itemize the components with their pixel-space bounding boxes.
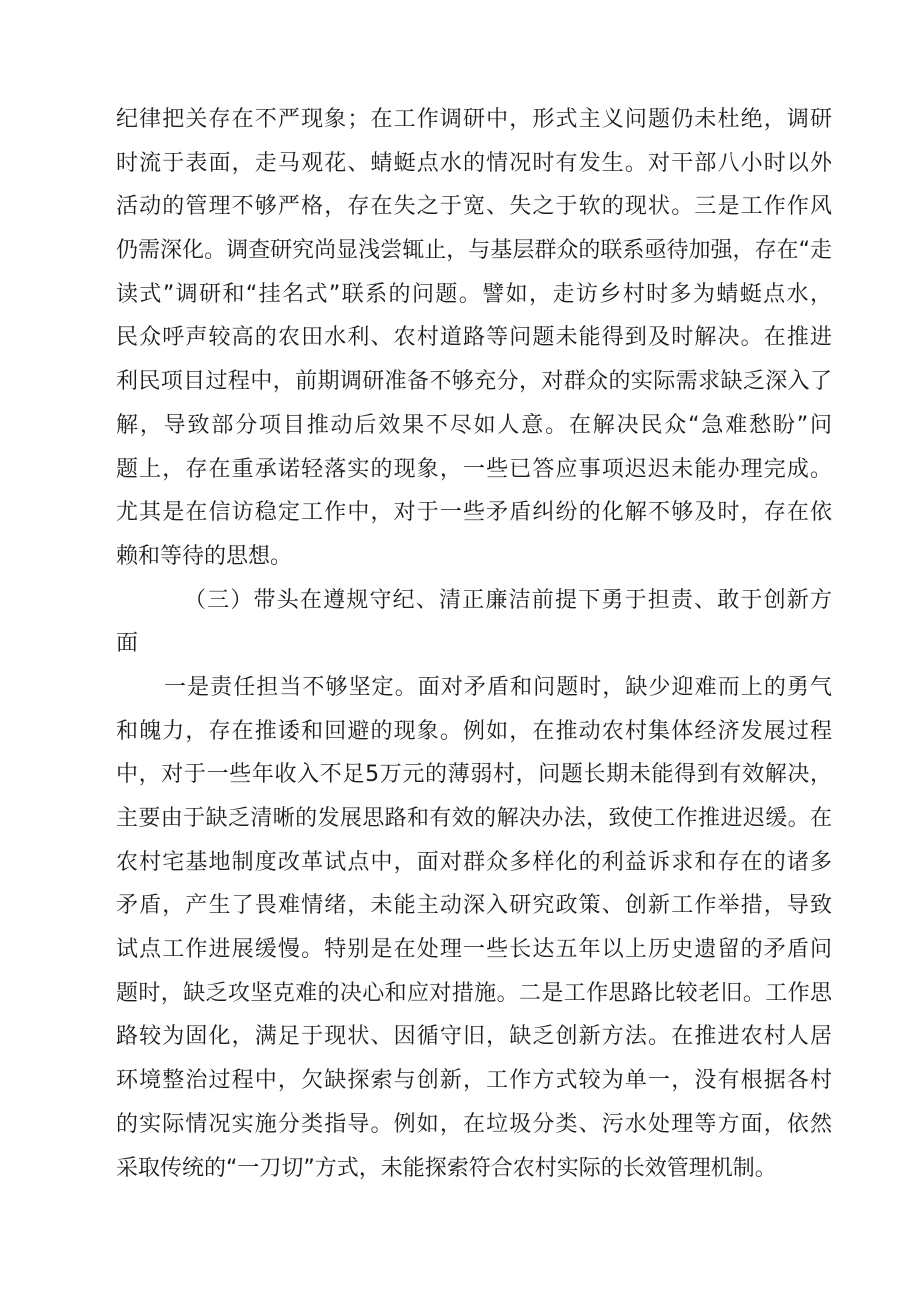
text-line: 利民项目过程中，前期调研准备不够充分，对群众的实际需求缺乏深入了 <box>116 369 832 395</box>
text-line: 一是责任担当不够坚定。面对矛盾和问题时，缺少迎难而上的勇气 <box>164 674 832 700</box>
heading-line: 面 <box>116 631 139 657</box>
document-body <box>116 98 832 1190</box>
text-line: 农村宅基地制度改革试点中，面对群众多样化的利益诉求和存在的诸多 <box>116 849 832 875</box>
section-heading-3 <box>116 579 832 666</box>
text-line: 仍需深化。调查研究尚显浅尝辄止，与基层群众的联系亟待加强，存在“走 <box>116 238 832 264</box>
paragraph-work-style <box>116 98 832 579</box>
text-line: 民众呼声较高的农田水利、农村道路等问题未能得到及时解决。在推进 <box>116 325 832 351</box>
text-line: 试点工作进展缓慢。特别是在处理一些长达五年以上历史遗留的矛盾问 <box>116 937 832 963</box>
paragraph-responsibility <box>116 666 832 1190</box>
text-line: 中，对于一些年收入不足5万元的薄弱村，问题长期未能得到有效解决， <box>116 762 832 788</box>
text-line: 和魄力，存在推诿和回避的现象。例如，在推动农村集体经济发展过程 <box>116 718 832 744</box>
text-line: 纪律把关存在不严现象；在工作调研中，形式主义问题仍未杜绝，调研 <box>116 107 832 132</box>
text-line: 尤其是在信访稳定工作中，对于一些矛盾纠纷的化解不够及时，存在依 <box>116 500 832 526</box>
text-line: 采取传统的“一刀切”方式，未能探索符合农村实际的长效管理机制。 <box>116 1155 777 1181</box>
text-line: 题上，存在重承诺轻落实的现象，一些已答应事项迟迟未能办理完成。 <box>116 456 832 482</box>
text-line: 读式”调研和“挂名式”联系的问题。譬如，走访乡村时多为蜻蜓点水， <box>116 281 832 307</box>
heading-line: （三）带头在遵规守纪、清正廉洁前提下勇于担责、敢于创新方 <box>184 587 832 613</box>
text-line: 路较为固化，满足于现状、因循守旧，缺乏创新方法。在推进农村人居 <box>116 1024 832 1050</box>
text-line: 解，导致部分项目推动后效果不尽如人意。在解决民众“急难愁盼”问 <box>116 412 832 438</box>
text-line: 的实际情况实施分类指导。例如，在垃圾分类、污水处理等方面，依然 <box>116 1111 832 1137</box>
text-line: 环境整治过程中，欠缺探索与创新，工作方式较为单一，没有根据各村 <box>116 1068 832 1094</box>
text-line: 时流于表面，走马观花、蜻蜓点水的情况时有发生。对干部八小时以外 <box>116 150 832 176</box>
text-line: 题时，缺乏攻坚克难的决心和应对措施。二是工作思路比较老旧。工作思 <box>116 980 832 1006</box>
text-line: 矛盾，产生了畏难情绪，未能主动深入研究政策、创新工作举措，导致 <box>116 893 832 919</box>
text-line: 赖和等待的思想。 <box>116 543 293 569</box>
text-line: 主要由于缺乏清晰的发展思路和有效的解决办法，致使工作推进迟缓。在 <box>116 806 832 831</box>
text-line: 活动的管理不够严格，存在失之于宽、失之于软的现状。三是工作作风 <box>116 194 832 220</box>
